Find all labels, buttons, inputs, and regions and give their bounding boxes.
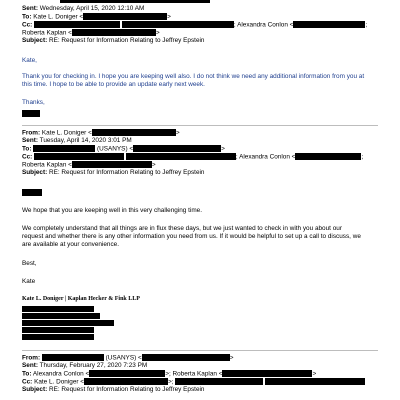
body1-greeting: Kate, (22, 57, 37, 64)
email2-sent-label: Sent: (22, 137, 38, 144)
redaction (72, 161, 152, 168)
email1-to-label: To: (22, 13, 32, 21)
email3-subject-value: RE: Request for Information Relating to Jeffrey Epstein (49, 386, 205, 393)
redaction (72, 29, 156, 36)
email2-to-line: To: (USANYS) < > (22, 145, 225, 153)
body1-para-line1: Thank you for checking in. I hope you are keeping well also. I do not think we need any additional information from you at (22, 73, 365, 80)
email1-sent-label: Sent: (22, 5, 38, 12)
email1-to-line: To: Kate L. Doniger < > (22, 13, 171, 21)
redaction (142, 354, 230, 361)
redaction (175, 378, 263, 385)
redaction (89, 370, 165, 377)
body1-signoff: Thanks, (22, 99, 45, 106)
body2-para2-line3: are available at your convenience. (22, 241, 119, 248)
email3-subject-line (22, 386, 204, 394)
body2-para2-line2: request and whether there is any other information you need from us. If it would be helpful to set up a call to discuss, we (22, 233, 361, 240)
email3-to-label: To: (22, 370, 32, 378)
body2-closing: Best, (22, 260, 37, 267)
email3-from-line: From: (USANYS) < > (22, 354, 234, 362)
redaction (83, 13, 167, 20)
email3-subject-label: Subject: (22, 386, 48, 393)
redaction (34, 21, 120, 28)
email1-to-name: Kate L. Doniger < (33, 13, 84, 21)
email2-from-label: From: (22, 129, 41, 137)
redaction (122, 21, 234, 28)
email3-cc-line: Cc: Kate L. Doniger < >; (22, 378, 365, 387)
email2-cc-roberta: Roberta Kaplan < (22, 161, 72, 169)
email2-subject-value: RE: Request for Information Relating to Jeffrey Epstein (49, 169, 205, 176)
email1-cc-roberta: Roberta Kaplan < (22, 29, 72, 37)
redaction (293, 21, 365, 28)
body2-para2-line1: We completely understand that all things are in flux these days, but we just wanted to check in with you about our (22, 225, 342, 232)
redaction (265, 378, 365, 385)
email2-subject-line (22, 169, 204, 177)
redaction (133, 145, 221, 152)
email2-to-label: To: (22, 145, 32, 153)
redaction (295, 153, 361, 160)
email1-subject-value: RE: Request for Information Relating to Jeffrey Epstein (49, 37, 205, 44)
redaction (33, 145, 95, 152)
email3-from-label: From: (22, 354, 41, 362)
divider (22, 350, 378, 351)
email3-to-name: Alexandra Conlon < (32, 370, 90, 378)
email2-cc-name: Alexandra Conlon < (239, 153, 296, 161)
email3-sent-value: Thursday, February 27, 2020 7:23 PM (39, 362, 148, 369)
email3-cc-label: Cc: (22, 378, 33, 386)
redaction-signature-block (22, 313, 100, 319)
email3-sent-line (22, 362, 147, 370)
email1-subject-line (22, 37, 204, 45)
redaction (42, 354, 104, 361)
redaction (84, 378, 168, 385)
email2-sent-value: Tuesday, April 14, 2020 3:01 PM (39, 137, 132, 144)
email2-cc-label: Cc: (22, 153, 33, 161)
email2-cc-line: Cc: ; Alexandra Conlon < ; (22, 153, 364, 161)
email2-to-org: (USANYS) < (97, 145, 134, 153)
redaction-signature-block (22, 327, 94, 333)
redaction-signature-block (22, 306, 94, 312)
body2-para1: We hope that you are keeping well in this very challenging time. (22, 207, 202, 214)
body1-para-line2: this time. I hope to be able to provide an update early next week. (22, 81, 205, 88)
email1-cc-name: Alexandra Conlon < (237, 21, 294, 29)
email3-cc-name: Kate L. Doniger < (34, 378, 85, 386)
email2-from-line: From: Kate L. Doniger < > (22, 129, 180, 137)
redaction-signature-block (22, 334, 94, 340)
redaction (126, 153, 236, 160)
email3-to-name2: Roberta Kaplan < (172, 370, 223, 378)
email3-from-org: (USANYS) < (105, 354, 142, 362)
email2-subject-label: Subject: (22, 169, 48, 176)
divider (22, 125, 378, 126)
redaction-top (60, 0, 210, 3)
email1-subject-label: Subject: (22, 37, 48, 44)
email3-sent-label: Sent: (22, 362, 38, 369)
redaction (222, 370, 312, 377)
email1-sent-line (22, 5, 144, 13)
email1-cc-label: Cc: (22, 21, 33, 29)
email3-to-line: To: Alexandra Conlon < >; Roberta Kaplan < > (22, 370, 317, 378)
redaction-greeting (22, 189, 42, 196)
email1-sent-value: Wednesday, April 15, 2020 12:10 AM (39, 5, 145, 12)
email1-cc-line2: Roberta Kaplan < > (22, 29, 160, 37)
redaction (34, 153, 124, 160)
email2-from-name: Kate L. Doniger < (41, 129, 92, 137)
email2-sent-line (22, 137, 132, 145)
body2-name: Kate (22, 278, 36, 285)
redaction (92, 129, 176, 136)
email2-cc-line2: Roberta Kaplan < > (22, 161, 156, 169)
email1-cc-line: Cc: ; Alexandra Conlon < ; (22, 21, 368, 29)
redaction-signature-block (22, 320, 114, 326)
redaction-signature (22, 110, 40, 117)
signature-line: Kate L. Doniger | Kaplan Hecker & Fink LLP (22, 296, 140, 302)
